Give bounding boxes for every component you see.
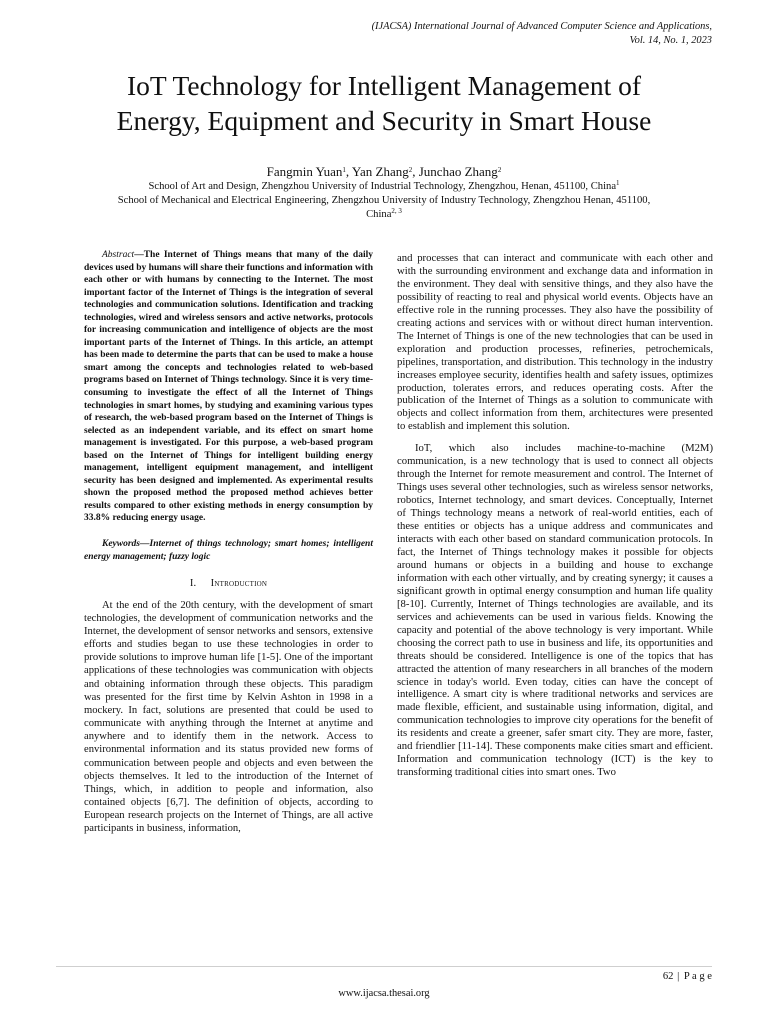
abstract [84,249,373,525]
keywords [84,538,373,563]
page-word: P a g e [683,971,712,982]
section-heading-introduction [84,578,373,591]
keywords-text: Internet of things technology; smart homes; intelligent energy management; fuzzy logic [84,539,373,562]
author-list [40,164,728,180]
journal-volume: Vol. 14, No. 1, 2023 [629,35,712,46]
author-name: Fangmin Yuan [266,164,343,179]
affiliation-2-sup: 2, 3 [391,207,402,215]
right-column [397,252,713,779]
title-line-1: IoT Technology for Intelligent Management of [126,70,642,101]
author-affil-sup: 2 [408,166,413,174]
keywords-label: Keywords— [102,539,150,550]
affiliation-2-tail: China [366,209,392,220]
page-number-separator: | [673,971,684,982]
abstract-text: The Internet of Things means that many of the daily devices used by humans will share their functions and information with each other or with humans by connecting to the Internet. The most important factor of the Internet of Things is the integration of several technologies and communication solutions. Identification and tracking technologies, wired and wireless sensors and active networks, protocols for increasing communication and intelligence of objects are the most important parts of the Internet of Things. In this article, an attempt has been made to determine the parts that can be used to make a house smart among the concepts and technologies related to web-based programs based on Internet of Things technology. Since it is very time-consuming to investigate the effect of all the Internet of Things technologies in smart homes, by studying and examining various types of research, the web-based program based on the Internet of Things is selected as an independent variable, and its effect on smart home management is investigated. For this purpose, a web-based program based on the Internet of Things for intelligent building energy management, intelligent equipment management, and intelligent security has been designed and implemented. As experimental results shown the proposed method the proposed method achieves better results compared to other existing methods in energy consumption by 33.8% reducing energy usage. [84,250,373,524]
title-line-2: Energy, Equipment and Security in Smart House [116,105,652,136]
intro-paragraph-2: IoT, which also includes machine-to-machine (M2M) communication, is a new technology that is used to connect all objects through the Internet for remote measurement and control. The Internet of Things uses several other technologies, such as wireless sensor networks, robotics, Internet technology, and smart devices. Conceptually, Internet of Things technology means a network of real-world entities, each of these entities or objects has a unique address and communicates and interacts with each other based on standard communication protocols. In fact, the Internet of Things technology makes it possible for objects around humans or objects in a building and house to exchange information with each other virtually, and by creating synergy; it causes a significant growth in optimal energy consumption and human life quality [8-10]. Currently, Internet of Things technologies are available, and its services and achievements can be used in various fields. Knowing the capacity and potential of the above technology is very important. While choosing the correct path to use in business and life, its opportunities and threats should be considered. Intelligence is one of the topics that has attracted the attention of many researchers in all branches of the modern science in today's world. Even today, cities can have the concept of intelligence. A smart city is where traditional networks and services are made flexible, efficient, and sustainable using information, digital, and communication technologies to improve city operations for the benefit of its residents and create a greener, safer smart city. They are more, faster, and friendlier [11-14]. These components make cities smart and efficient. Information and communication technology (ICT) is the key to transforming traditional cities into smart ones. Two [397,442,713,779]
journal-header [212,20,712,48]
author-separator: , [412,164,419,179]
section-number: I. [189,578,197,590]
affiliation-2-text: School of Mechanical and Electrical Engineering, Zhengzhou University of Industry Technology, Zhengzhou Henan, 451100, [117,195,651,206]
journal-name: (IJACSA) International Journal of Advanced Computer Science and Applications, [371,21,712,32]
abstract-dash: — [134,250,144,260]
affiliation-2 [48,194,720,222]
affiliation-1-sup: 1 [616,179,620,187]
author-name: Yan Zhang [351,164,409,179]
section-title-initial: I [210,578,215,590]
footer-url: www.ijacsa.thesai.org [338,988,430,999]
affiliation-1-text: School of Art and Design, Zhengzhou University of Industrial Technology, Zhengzhou, Henan, 451100, China [148,181,617,192]
left-column [84,249,373,835]
page-number [663,971,712,982]
intro-paragraph-continued: and processes that can interact and communicate with each other and with the surrounding environment and exchange data and information in the environment. They deal with sensitive things, and they also have the possibility of reacting to real and physical world events. Objects have an effective role in the running processes. They also have the possibility of creating actions and services with or without direct human intervention. The Internet of Things is one of the new technologies that can be used in exploration and production processes, refineries, petrochemicals, pipelines, transportation, and distribution. This technology in the industry increases employee security, identifies health and safety issues, optimizes production, tolerates errors, and reduces operating costs. After the publication of the Internet of Things as a solution to communicate with objects and collect information from them, architectures were presented to establish and implement this solution. [397,252,713,433]
page-number-value: 62 [662,971,674,982]
footer-divider [56,966,712,967]
paper-title [40,68,728,138]
abstract-label: Abstract [102,250,135,260]
author-affil-sup: 1 [342,166,346,174]
intro-paragraph-1: At the end of the 20th century, with the development of smart technologies, the development of communication networks and the Internet, the development of sensor networks and sensors, extensive efforts and studies began to use these technologies in order to provide solutions to improve human life [1-5]. One of the important applications of these technologies was communication with objects and obtaining information through these objects. This paradigm was presented for the first time by Kelvin Ashton in 1998 in a mockery. In fact, solutions are presented that could be used to communicate with anything through the Internet at anytime and anywhere and to identify them in the network. Access to environmental information and its status provided new forms of communication between people and objects and even between the objects themselves. It led to the introduction of the Internet of Things, which, in addition to people and information, also contained objects [6,7]. The definition of objects, according to European research projects on the Internet of Things, are all active participants in business, information, [84,599,373,835]
affiliations [48,180,720,222]
affiliation-1 [48,180,720,194]
author-name: Junchao Zhang [418,164,498,179]
section-title-rest: ntroduction [214,578,268,590]
author-affil-sup: 2 [497,166,502,174]
author-separator: , [345,164,352,179]
